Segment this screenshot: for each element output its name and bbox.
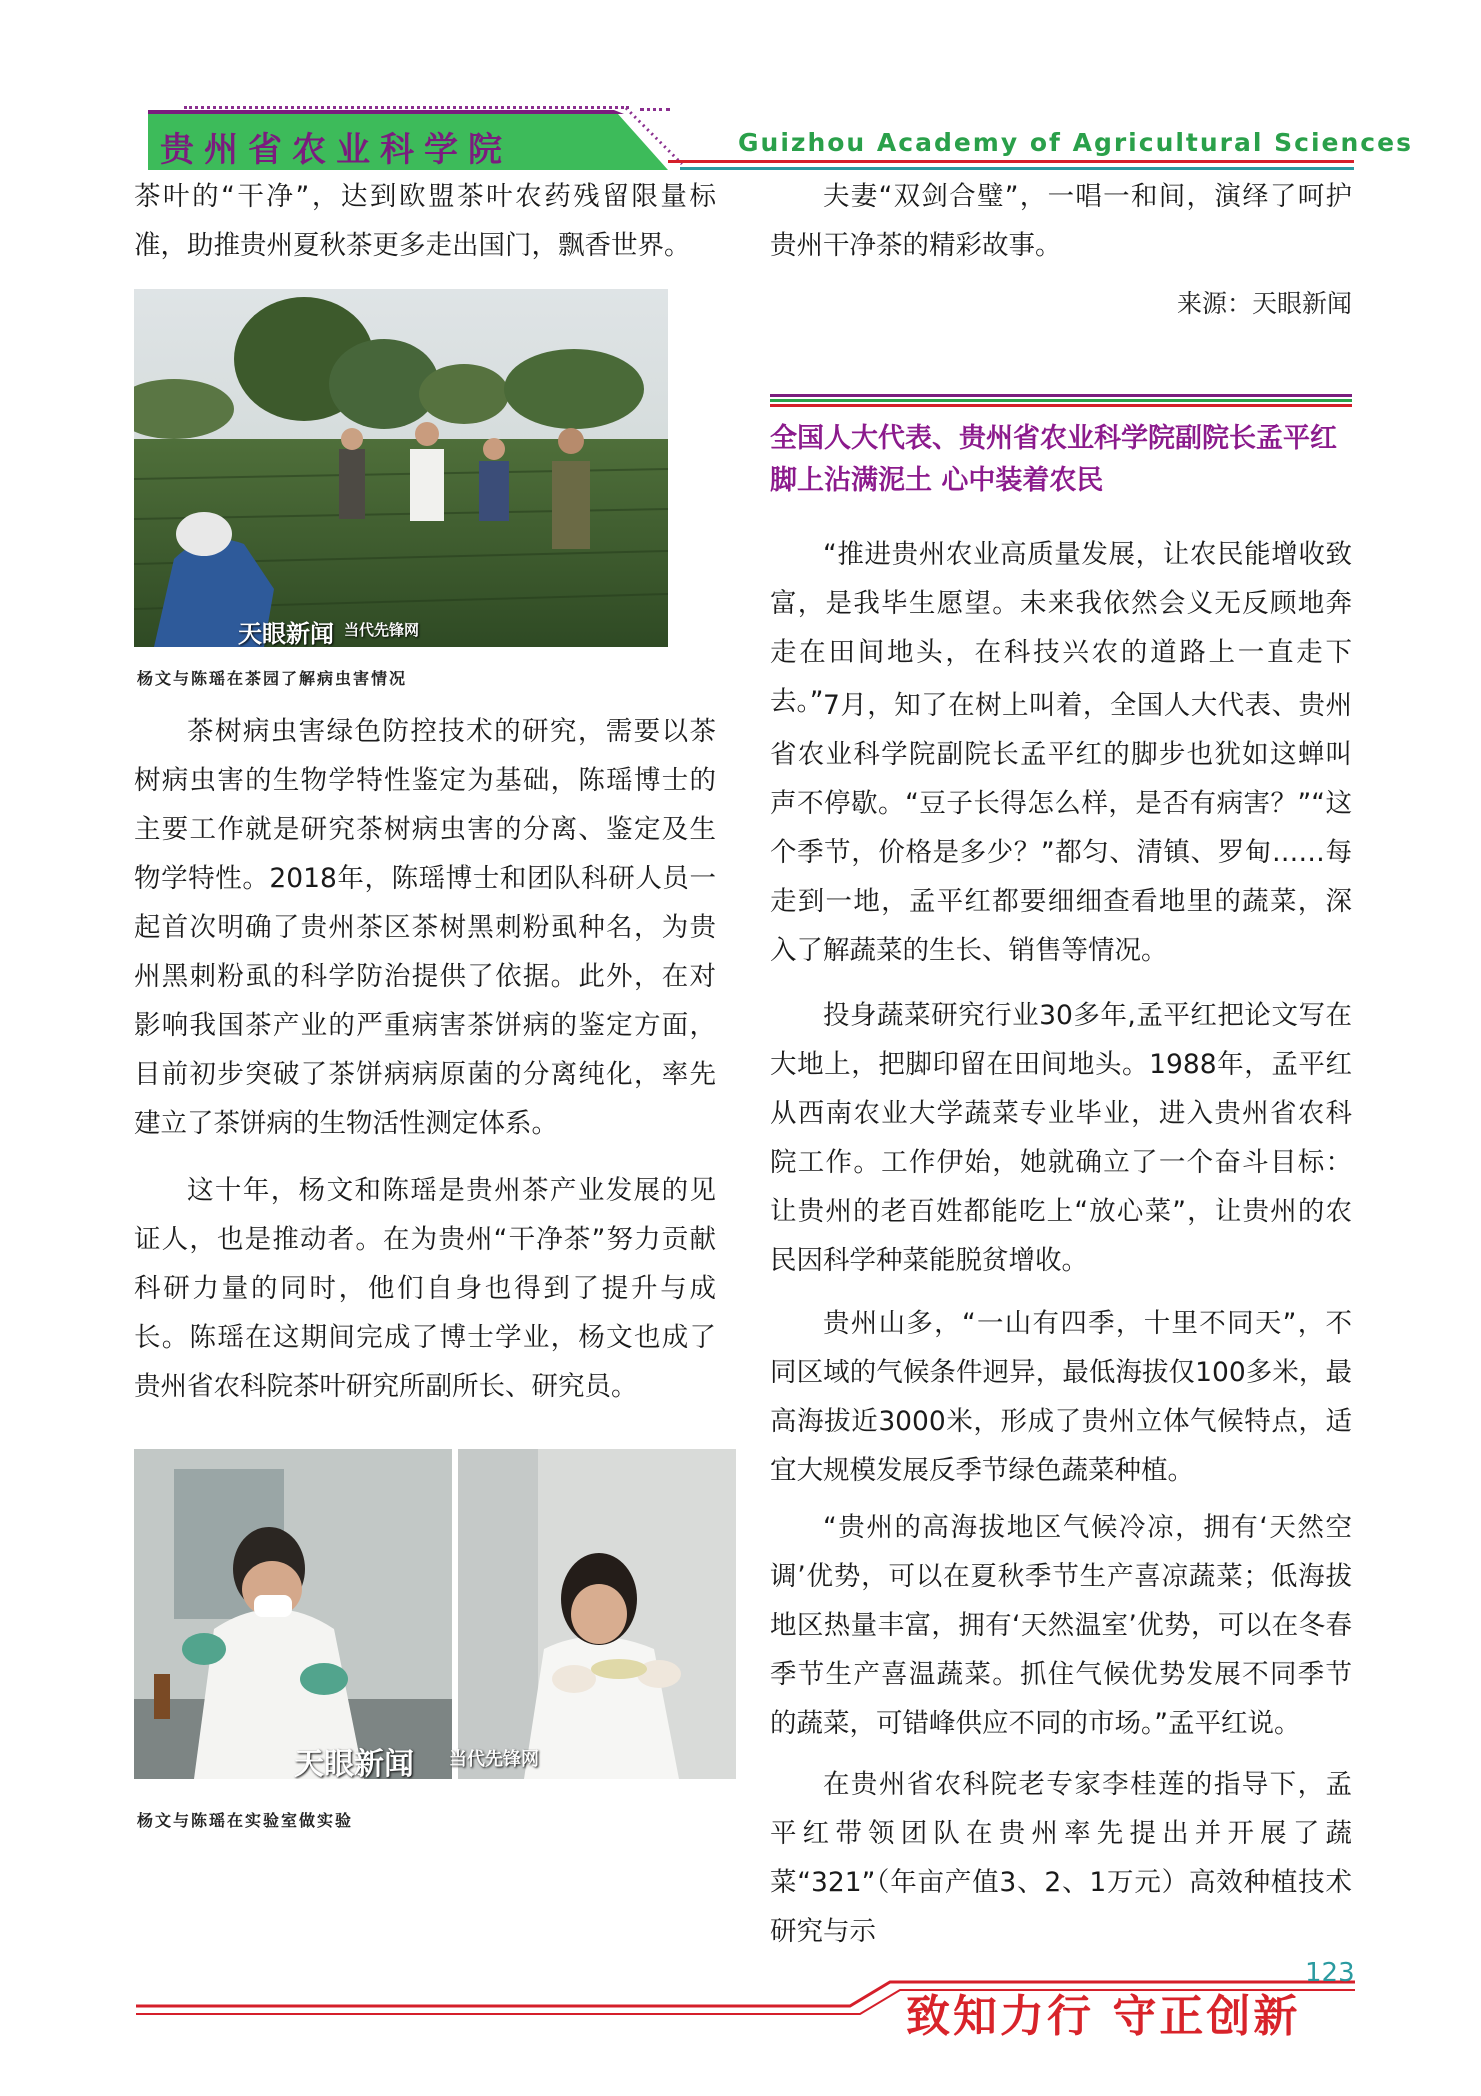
right-paragraph-6: 在贵州省农科院老专家李桂莲的指导下，孟平红带领团队在贵州率先提出并开展了蔬菜“321”（年亩产值3、2、1万元）高效种植技术研究与示 xyxy=(770,1769,1352,1947)
footer-slogan: 致知力行 守正创新 xyxy=(906,1991,1301,2042)
left-paragraph-0: 茶叶的“干净”，达到欧盟茶叶农药残留限量标准，助推贵州夏秋茶更多走出国门，飘香世界。 xyxy=(134,181,716,261)
header-teal-line xyxy=(680,167,1354,170)
left-paragraph-2: 这十年，杨文和陈瑶是贵州茶产业发展的见证人，也是推动者。在为贵州“干净茶”努力贡献科研力量的同时，他们自身也得到了提升与成长。陈瑶在这期间完成了博士学业，杨文也成了贵州省农科院茶叶研究所副所长、研究员。 xyxy=(134,1175,716,1402)
source-line: 来源：天眼新闻 xyxy=(1176,289,1352,318)
header-title-cn: 贵州省农业科学院 xyxy=(160,130,512,170)
page-number: 123 xyxy=(1305,1958,1355,1988)
header-dotted-line xyxy=(184,106,629,109)
photo1-watermark-2: 当代先锋网 xyxy=(344,621,420,639)
tea-garden-photo xyxy=(134,289,668,647)
article-title: 全国人大代表、贵州省农业科学院副院长孟平红 脚上沾满泥土 心中装着农民 xyxy=(770,423,1337,496)
article-divider xyxy=(770,394,1352,407)
photo2-watermark: 天眼新闻 xyxy=(294,1747,414,1779)
lab-photo xyxy=(134,1449,736,1779)
header-title-en: Guizhou Academy of Agricultural Sciences xyxy=(738,128,1413,157)
right-paragraph-4: 贵州山多，“一山有四季，十里不同天”，不同区域的气候条件迥异，最低海拔仅100多米，最高海拔近3000米，形成了贵州立体气候特点，适宜大规模发展反季节绿色蔬菜种植。 xyxy=(770,1308,1352,1486)
header-red-line xyxy=(668,160,1354,163)
header-diagonal-dots xyxy=(620,106,700,176)
right-paragraph-2: 7月，知了在树上叫着，全国人大代表、贵州省农业科学院副院长孟平红的脚步也犹如这蝉叫声不停歇。“豆子长得怎么样，是否有病害？”“这个季节，价格是多少？”都匀、清镇、罗甸……每走到一地，孟平红都要细细查看地里的蔬菜，深入了解蔬菜的生长、销售等情况。 xyxy=(770,690,1352,966)
photo2-watermark-2: 当代先锋网 xyxy=(449,1749,539,1770)
photo1-watermark: 天眼新闻 xyxy=(238,619,334,647)
photo2-caption: 杨文与陈瑶在实验室做实验 xyxy=(137,1811,354,1830)
right-paragraph-5: “贵州的高海拔地区气候冷凉，拥有‘天然空调’优势，可以在夏秋季节生产喜凉蔬菜；低海拔地区热量丰富，拥有‘天然温室’优势，可以在冬春季节生产喜温蔬菜。抓住气候优势发展不同季节的蔬菜，可错峰供应不同的市场。”孟平红说。 xyxy=(770,1512,1352,1739)
photo1-caption: 杨文与陈瑶在茶园了解病虫害情况 xyxy=(137,669,408,688)
right-paragraph-1: “推进贵州农业高质量发展，让农民能增收致富，是我毕生愿望。未来我依然会义无反顾地奔走在田间地头，在科技兴农的道路上一直走下去。” xyxy=(770,539,1352,717)
right-paragraph-3: 投身蔬菜研究行业30多年,孟平红把论文写在大地上，把脚印留在田间地头。1988年，孟平红从西南农业大学蔬菜专业毕业，进入贵州省农科院工作。工作伊始，她就确立了一个奋斗目标：让贵州的老百姓都能吃上“放心菜”，让贵州的农民因科学种菜能脱贫增收。 xyxy=(770,1000,1352,1276)
right-paragraph-0: 夫妻“双剑合璧”，一唱一和间，演绎了呵护贵州干净茶的精彩故事。 xyxy=(770,181,1352,261)
left-paragraph-1: 茶树病虫害绿色防控技术的研究，需要以茶树病虫害的生物学特性鉴定为基础，陈瑶博士的主要工作就是研究茶树病虫害的分离、鉴定及生物学特性。2018年，陈瑶博士和团队科研人员一起首次明确了贵州茶区茶树黑刺粉虱种名，为贵州黑刺粉虱的科学防治提供了依据。此外，在对影响我国茶产业的严重病害茶饼病的鉴定方面，目前初步突破了茶饼病病原菌的分离纯化，率先建立了茶饼病的生物活性测定体系。 xyxy=(134,716,716,1139)
